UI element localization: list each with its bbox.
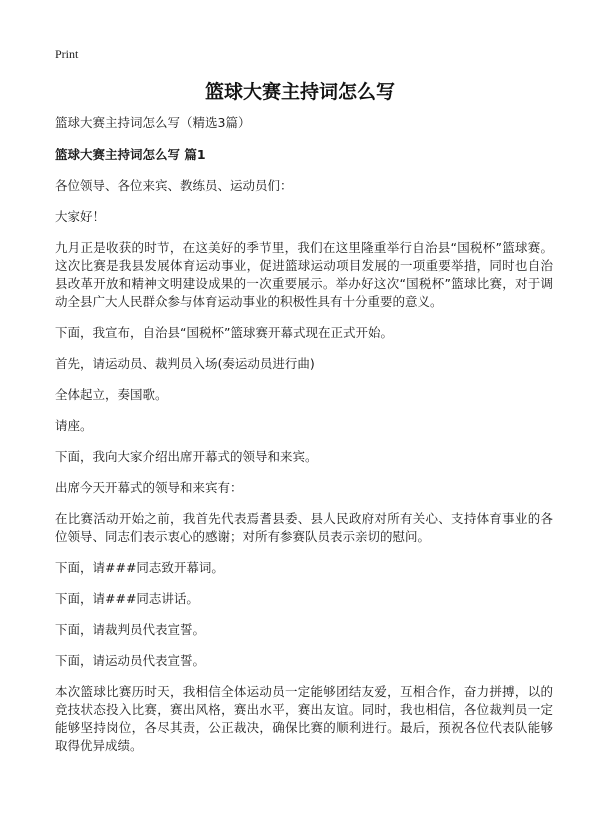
paragraph-thanks: 在比赛活动开始之前，我首先代表焉耆县委、县人民政府对所有关心、支持体育事业的各位领导、同志们表示衷心的感谢；对所有参赛队员表示亲切的慰问。 (55, 511, 553, 544)
paragraph-athlete-oath: 下面，请运动员代表宣誓。 (55, 653, 206, 668)
paragraph-intro: 九月正是收获的时节，在这美好的季节里，我们在这里隆重举行自治县“国税杯”篮球赛。这次比赛是我县发展体育运动事业，促进篮球运动项目发展的一项重要举措，同时也自治县改革开放和精神文明建设成果的一次重要展示。举办好这次“国税杯”篮球比赛，对于调动全县广大人民群众参与体育运动事业的积极性具有十分重要的意义。 (55, 240, 553, 309)
paragraph-referee-oath: 下面，请裁判员代表宣誓。 (55, 622, 206, 637)
paragraph-hello: 大家好！ (55, 209, 106, 224)
section-heading: 篮球大赛主持词怎么写 篇1 (55, 147, 206, 162)
paragraph-athletes-enter: 首先，请运动员、裁判员入场(奏运动员进行曲) (55, 356, 315, 371)
document-body (55, 114, 553, 768)
document-subtitle: 篮球大赛主持词怎么写（精选3篇） (55, 115, 251, 130)
paragraph-greeting: 各位领导、各位来宾、教练员、运动员们： (55, 178, 293, 193)
paragraph-national-anthem: 全体起立，奏国歌。 (55, 387, 168, 402)
paragraph-guest-list: 出席今天开幕式的领导和来宾有： (55, 480, 243, 495)
paragraph-announce-opening: 下面，我宣布，自治县“国税杯”篮球赛开幕式现在正式开始。 (55, 325, 393, 340)
page-title: 篮球大赛主持词怎么写 (204, 81, 395, 103)
paragraph-introduce-guests: 下面，我向大家介绍出席开幕式的领导和来宾。 (55, 449, 318, 464)
paragraph-speech: 下面，请###同志讲话。 (55, 591, 199, 606)
paragraph-be-seated: 请座。 (55, 418, 93, 433)
paragraph-closing-wishes: 本次篮球比赛历时天，我相信全体运动员一定能够团结友爱，互相合作，奋力拼搏，以的竞技状态投入比赛，赛出风格，赛出水平，赛出友谊。同时，我也相信，各位裁判员一定能够坚持岗位，各尽其责，公正裁决，确保比赛的顺利进行。最后，预祝各位代表队能够取得优异成绩。 (55, 684, 553, 753)
print-link[interactable]: Print (55, 47, 79, 61)
paragraph-opening-speech: 下面，请###同志致开幕词。 (55, 560, 224, 575)
